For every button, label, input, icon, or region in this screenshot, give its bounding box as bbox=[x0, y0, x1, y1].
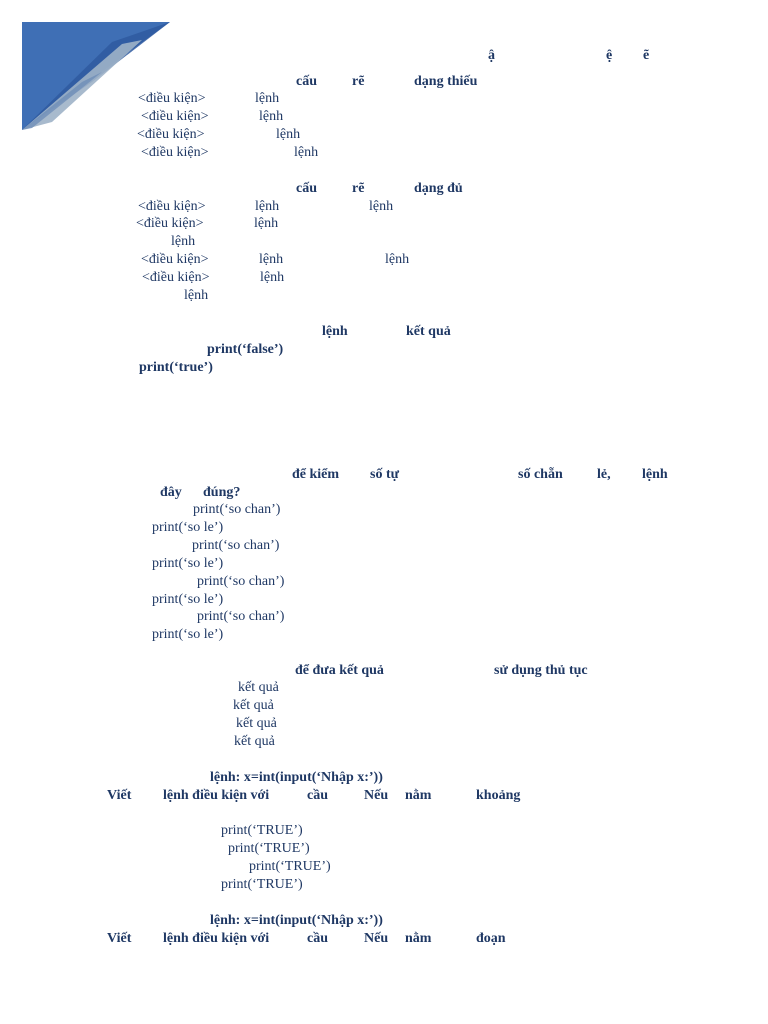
header-char-2: ệ bbox=[606, 48, 613, 63]
sec2-cond: <điều kiện> bbox=[136, 216, 204, 231]
sec6-q-6: khoảng bbox=[476, 788, 521, 803]
sec4-heading-2: số tự bbox=[370, 467, 400, 482]
sec4-line: print(‘so le’) bbox=[152, 592, 224, 607]
sec1-heading-1: cấu bbox=[296, 74, 317, 89]
sec6-q-3: cầu bbox=[307, 788, 328, 803]
sec6-q-2: lệnh điều kiện với bbox=[163, 788, 270, 803]
sec2-cmd: lệnh bbox=[385, 252, 410, 267]
sec4-heading-4: lẻ, bbox=[597, 467, 611, 482]
sec2-cmd: lệnh bbox=[255, 199, 280, 214]
sec1-cmd: lệnh bbox=[255, 91, 280, 106]
sec6-command: lệnh: x=int(input(‘Nhập x:’)) bbox=[210, 770, 383, 785]
sec1-cond: <điều kiện> bbox=[138, 91, 206, 106]
sec1-cond: <điều kiện> bbox=[141, 109, 209, 124]
sec5-heading-2: sử dụng thủ tục bbox=[494, 663, 588, 678]
header-char-3: ẽ bbox=[643, 48, 650, 63]
sec7-q-5: nằm bbox=[405, 931, 432, 946]
sec5-line: kết quả bbox=[238, 680, 279, 695]
sec3-line-2: print(‘true’) bbox=[139, 360, 213, 375]
sec2-cmd: lệnh bbox=[171, 234, 196, 249]
sec5-line: kết quả bbox=[236, 716, 277, 731]
sec2-cond: <điều kiện> bbox=[138, 199, 206, 214]
sec6-line: print(‘TRUE’) bbox=[221, 877, 303, 892]
sec1-cmd: lệnh bbox=[276, 127, 301, 142]
sec7-q-1: Viết bbox=[107, 931, 132, 946]
sec4-heading-1: để kiểm bbox=[292, 467, 340, 482]
sec6-line: print(‘TRUE’) bbox=[221, 823, 303, 838]
sec3-heading-2: kết quả bbox=[406, 324, 451, 339]
sec4-heading-7: đúng? bbox=[203, 485, 241, 500]
sec4-line: print(‘so le’) bbox=[152, 627, 224, 642]
sec1-heading-2: rẽ bbox=[352, 74, 365, 89]
sec2-cmd: lệnh bbox=[369, 199, 394, 214]
sec6-line: print(‘TRUE’) bbox=[228, 841, 310, 856]
sec3-heading-1: lệnh bbox=[322, 324, 348, 339]
sec6-q-1: Viết bbox=[107, 788, 132, 803]
sec7-command: lệnh: x=int(input(‘Nhập x:’)) bbox=[210, 913, 383, 928]
sec2-cmd: lệnh bbox=[254, 216, 279, 231]
sec2-cond: <điều kiện> bbox=[142, 270, 210, 285]
sec3-line-1: print(‘false’) bbox=[207, 342, 284, 357]
sec1-cond: <điều kiện> bbox=[141, 145, 209, 160]
sec6-line: print(‘TRUE’) bbox=[249, 859, 331, 874]
sec7-q-3: cầu bbox=[307, 931, 328, 946]
sec2-cond: <điều kiện> bbox=[141, 252, 209, 267]
sec2-heading-1: cấu bbox=[296, 181, 317, 196]
sec4-line: print(‘so le’) bbox=[152, 556, 224, 571]
sec4-line: print(‘so chan’) bbox=[192, 538, 280, 553]
sec4-line: print(‘so chan’) bbox=[193, 502, 281, 517]
sec2-heading-2: rẽ bbox=[352, 181, 365, 196]
sec2-cmd: lệnh bbox=[184, 288, 209, 303]
sec7-q-4: Nếu bbox=[364, 931, 389, 946]
sec2-cmd: lệnh bbox=[260, 270, 285, 285]
sec1-cmd: lệnh bbox=[294, 145, 319, 160]
sec4-heading-6: đây bbox=[160, 485, 182, 500]
sec5-heading-1: để đưa kết quả bbox=[295, 663, 384, 678]
sec1-cmd: lệnh bbox=[259, 109, 284, 124]
sec5-line: kết quả bbox=[234, 734, 275, 749]
sec1-heading-3: dạng thiếu bbox=[414, 74, 478, 89]
sec7-q-2: lệnh điều kiện với bbox=[163, 931, 270, 946]
sec4-line: print(‘so chan’) bbox=[197, 609, 285, 624]
sec6-q-4: Nếu bbox=[364, 788, 389, 803]
sec1-cond: <điều kiện> bbox=[137, 127, 205, 142]
sec2-heading-3: dạng đủ bbox=[414, 181, 463, 196]
sec4-line: print(‘so chan’) bbox=[197, 574, 285, 589]
sec4-heading-5: lệnh bbox=[642, 467, 668, 482]
sec2-cmd: lệnh bbox=[259, 252, 284, 267]
sec5-line: kết quả bbox=[233, 698, 274, 713]
sec4-line: print(‘so le’) bbox=[152, 520, 224, 535]
header-char-1: ậ bbox=[488, 48, 495, 63]
sec7-q-6: đoạn bbox=[476, 931, 506, 946]
sec6-q-5: nằm bbox=[405, 788, 432, 803]
sec4-heading-3: số chẵn bbox=[518, 467, 563, 482]
